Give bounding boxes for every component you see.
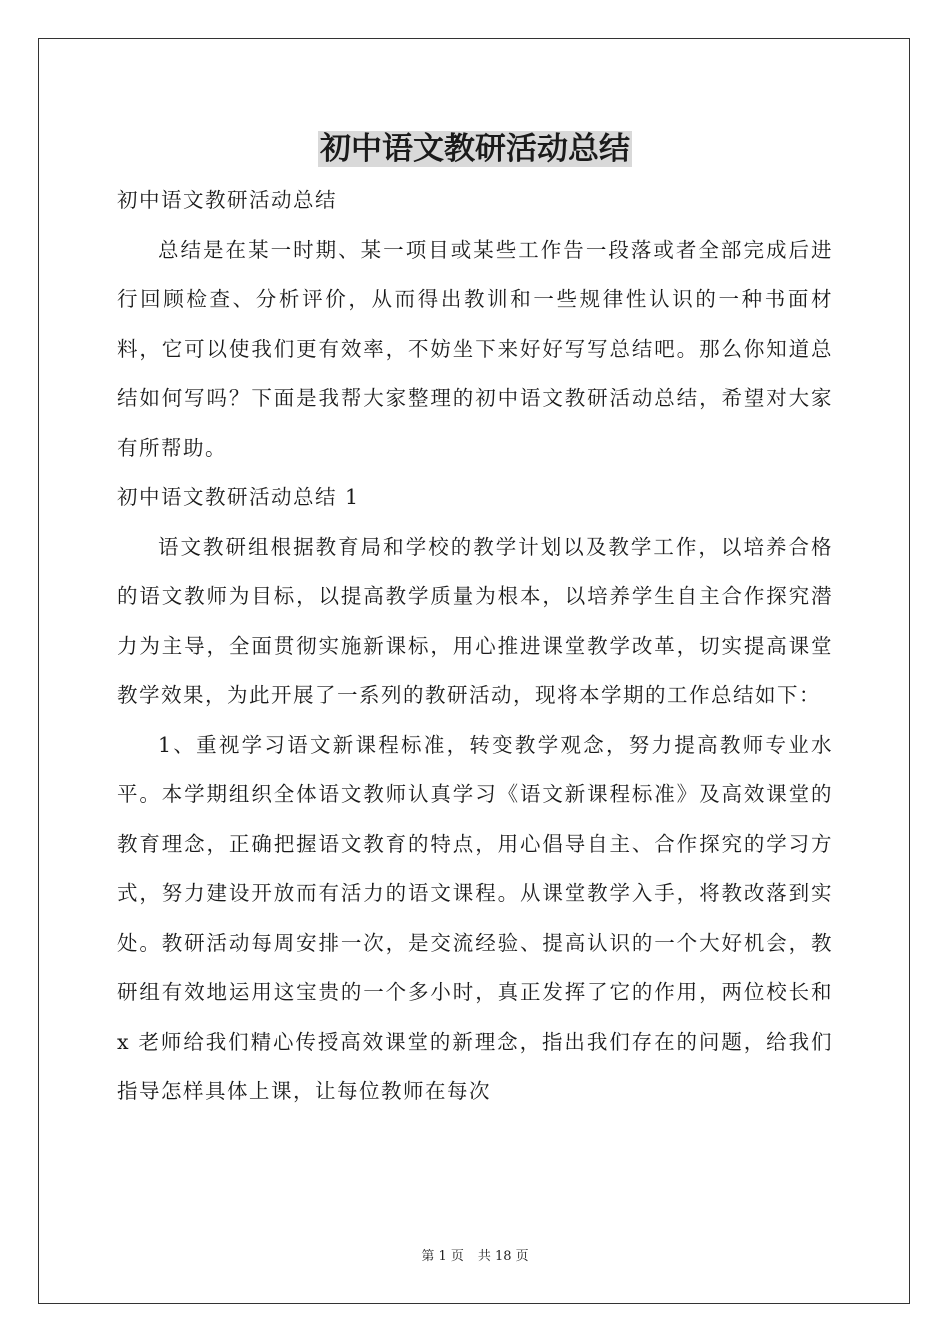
document-title	[0, 126, 950, 172]
document-body	[117, 176, 833, 1117]
body-paragraph: 1、重视学习语文新课程标准，转变教学观念，努力提高教师专业水平。本学期组织全体语文教师认真学习《语文新课程标准》及高效课堂的教育理念，正确把握语文教育的特点，用心倡导自主、合作探究的学习方式，努力建设开放而有活力的语文课程。从课堂教学入手，将教改落到实处。教研活动每周安排一次，是交流经验、提高认识的一个大好机会，教研组有效地运用这宝贵的一个多小时，真正发挥了它的作用，两位校长和 x 老师给我们精心传授高效课堂的新理念，指出我们存在的问题，给我们指导怎样具体上课，让每位教师在每次	[117, 732, 833, 1103]
subtitle-paragraph: 初中语文教研活动总结	[117, 188, 337, 212]
page-total: 共 18 页	[477, 1249, 529, 1264]
body-paragraph: 语文教研组根据教育局和学校的教学计划以及教学工作，以培养合格的语文教师为目标，以提高教学质量为根本，以培养学生自主合作探究潜力为主导，全面贯彻实施新课标，用心推进课堂教学改革，切实提高课堂教学效果，为此开展了一系列的教研活动，现将本学期的工作总结如下：	[117, 534, 833, 707]
document-title-text: 初中语文教研活动总结	[320, 131, 630, 167]
page-footer	[0, 1248, 950, 1266]
page-number: 第 1 页	[421, 1249, 464, 1264]
section-heading: 初中语文教研活动总结 1	[117, 485, 360, 509]
intro-paragraph: 总结是在某一时期、某一项目或某些工作告一段落或者全部完成后进行回顾检查、分析评价，从而得出教训和一些规律性认识的一种书面材料，它可以使我们更有效率，不妨坐下来好好写写总结吧。那么你知道总结如何写吗？下面是我帮大家整理的初中语文教研活动总结，希望对大家有所帮助。	[117, 237, 833, 460]
